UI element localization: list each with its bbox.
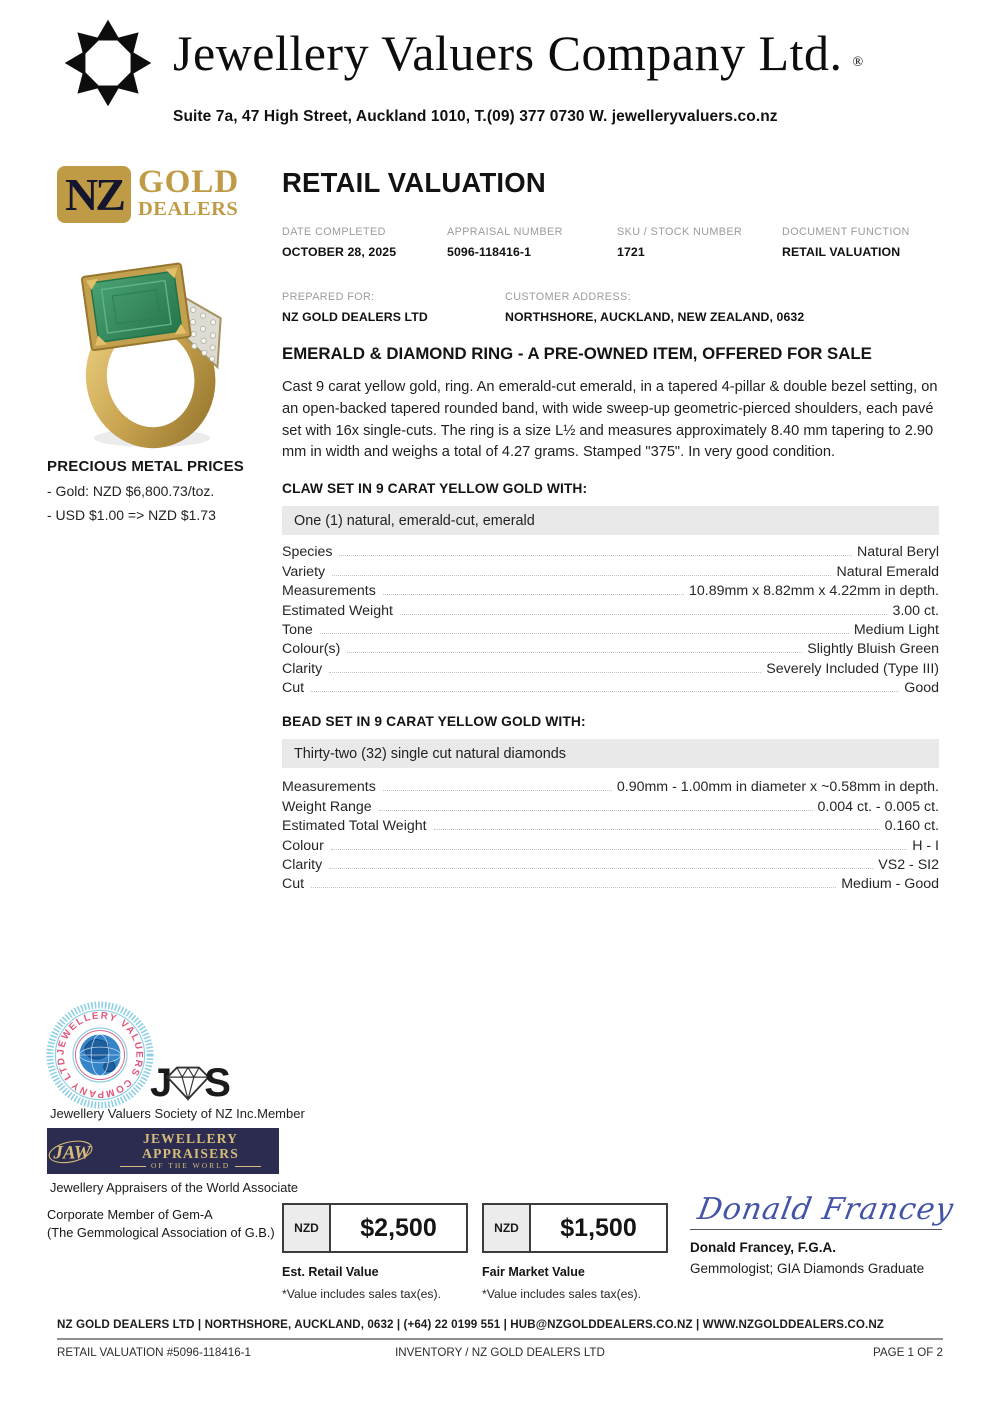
signature-script: Donald Francey (694, 1192, 957, 1227)
dotted-leader (347, 652, 802, 653)
spec-row-clarity: Clarity VS2 - SI2 (282, 856, 939, 873)
section-heading-emerald: CLAW SET IN 9 CARAT YELLOW GOLD WITH: (282, 481, 588, 496)
dotted-leader (331, 849, 907, 850)
registered-mark: ® (852, 55, 864, 70)
jvs-letter-s: S (204, 1061, 231, 1105)
meta-sku-stock-number: SKU / STOCK NUMBER 1721 (617, 226, 743, 259)
footer-contact-line: NZ GOLD DEALERS LTD | NORTHSHORE, AUCKLAND, 0632 | (+64) 22 0199 551 | HUB@NZGOLDDEALERS.CO.NZ | WWW.NZGOLDDEALERS.CO.NZ (57, 1318, 884, 1331)
ring-illustration-icon (40, 250, 260, 460)
company-address: Suite 7a, 47 High Street, Auckland 1010, T.(09) 377 0730 W. jewelleryvaluers.co.nz (173, 108, 778, 125)
signatory-name: Donald Francey, F.G.A. (690, 1240, 837, 1255)
spec-row-estimated-weight: Estimated Weight 3.00 ct. (282, 602, 939, 619)
fair-market-value-box (482, 1203, 668, 1253)
nz-logo-prefix: NZ (65, 168, 123, 220)
company-seal-icon (46, 1001, 154, 1109)
gema-line-1: Corporate Member of Gem-A (47, 1207, 213, 1222)
spec-row-weight-range: Weight Range 0.004 ct. - 0.005 ct. (282, 798, 939, 815)
fair-market-value-amount: $1,500 (560, 1213, 637, 1242)
nz-logo-badge (57, 166, 131, 223)
signature-line (690, 1229, 942, 1230)
currency-cell: NZD (284, 1205, 331, 1251)
dotted-leader (383, 790, 612, 791)
footer-inventory-ref: INVENTORY / NZ GOLD DEALERS LTD (395, 1346, 605, 1359)
spec-row-clarity: Clarity Severely Included (Type III) (282, 660, 939, 677)
signature-block (690, 1192, 957, 1276)
dotted-leader (329, 672, 761, 673)
section-summary-emerald: One (1) natural, emerald-cut, emerald (282, 506, 939, 535)
nz-logo-word-dealers: DEALERS (138, 198, 239, 220)
spec-table-diamonds (282, 776, 939, 892)
spec-row-cut: Cut Good (282, 680, 939, 697)
item-title: EMERALD & DIAMOND RING - A PRE-OWNED ITEM, OFFERED FOR SALE (282, 344, 872, 363)
company-name-line (173, 16, 864, 104)
spec-row-measurements: Measurements 10.89mm x 8.82mm x 4.22mm in depth. (282, 583, 939, 600)
dotted-leader (329, 868, 873, 869)
metal-prices-title: PRECIOUS METAL PRICES (47, 458, 245, 475)
dotted-leader (383, 594, 684, 595)
meta-document-function: DOCUMENT FUNCTION RETAIL VALUATION (782, 226, 910, 259)
dotted-leader (339, 555, 852, 556)
dotted-leader (320, 633, 849, 634)
section-heading-diamonds: BEAD SET IN 9 CARAT YELLOW GOLD WITH: (282, 714, 586, 729)
dotted-leader (400, 614, 888, 615)
document-title: RETAIL VALUATION (282, 167, 546, 198)
retail-value-box (282, 1203, 468, 1253)
gema-membership (47, 1206, 275, 1241)
retail-value-amount: $2,500 (360, 1213, 437, 1242)
fair-market-value-note: *Value includes sales tax(es). (482, 1287, 641, 1301)
signatory-title: Gemmologist; GIA Diamonds Graduate (690, 1261, 925, 1276)
retail-value-label: Est. Retail Value (282, 1265, 379, 1279)
letterhead-text (173, 16, 864, 126)
meta-grid (282, 226, 940, 259)
dotted-leader (311, 887, 836, 888)
dotted-leader (379, 810, 813, 811)
company-seal (46, 1001, 154, 1114)
spec-row-species: Species Natural Beryl (282, 544, 939, 561)
fair-market-value-label: Fair Market Value (482, 1265, 585, 1279)
dotted-leader (311, 691, 899, 692)
spec-row-colours: Colour(s) Slightly Bluish Green (282, 641, 939, 658)
meta-row-2 (282, 291, 940, 324)
jaw-banner (47, 1128, 279, 1174)
jvs-letter-j: J (150, 1061, 173, 1105)
jaw-title: JEWELLERY APPRAISERS (142, 1131, 239, 1161)
letterhead (57, 16, 864, 126)
fair-market-value-block (482, 1203, 668, 1301)
footer-row (57, 1346, 943, 1359)
meta-appraisal-number: APPRAISAL NUMBER 5096-118416-1 (447, 226, 563, 259)
spec-row-cut: Cut Medium - Good (282, 876, 939, 893)
currency-cell: NZD (484, 1205, 531, 1251)
footer-divider (57, 1338, 943, 1340)
usd-rate-line: - USD $1.00 => NZD $1.73 (47, 507, 216, 523)
jvs-caption: Jewellery Valuers Society of NZ Inc.Member (50, 1106, 305, 1121)
gold-price-line: - Gold: NZD $6,800.73/toz. (47, 483, 215, 499)
spec-row-tone: Tone Medium Light (282, 621, 939, 638)
jaw-subtitle: OF THE WORLD (102, 1161, 279, 1171)
footer-document-ref: RETAIL VALUATION #5096-118416-1 (57, 1346, 251, 1359)
spec-row-colour: Colour H - I (282, 837, 939, 854)
ring-photo (40, 250, 260, 460)
jaw-script-text: JAW (53, 1142, 91, 1164)
meta-customer-address: CUSTOMER ADDRESS: NORTHSHORE, AUCKLAND, NEW ZEALAND, 0632 (505, 291, 805, 324)
retail-value-note: *Value includes sales tax(es). (282, 1287, 441, 1301)
dotted-leader (332, 575, 831, 576)
footer-page-number: PAGE 1 OF 2 (872, 1346, 943, 1359)
jaw-script-icon (47, 1132, 94, 1170)
nz-logo-words (138, 166, 239, 220)
gema-line-2: (The Gemmological Association of G.B.) (47, 1224, 275, 1240)
company-name: Jewellery Valuers Company Ltd. (173, 25, 843, 81)
spec-row-estimated-total-weight: Estimated Total Weight 0.160 ct. (282, 818, 939, 835)
spec-row-variety: Variety Natural Emerald (282, 563, 939, 580)
spec-row-measurements: Measurements 0.90mm - 1.00mm in diameter x ~0.58mm in depth. (282, 779, 939, 796)
company-star-logo-icon (57, 16, 159, 110)
jaw-words (102, 1131, 279, 1171)
precious-metal-prices (47, 458, 282, 523)
dotted-leader (434, 829, 880, 830)
meta-date-completed: DATE COMPLETED OCTOBER 28, 2025 (282, 226, 397, 259)
section-summary-diamonds: Thirty-two (32) single cut natural diamonds (282, 739, 939, 768)
seal-circular-text: JEWELLERY VALUERS COMPANY LTD (55, 1010, 145, 1100)
spec-table-emerald (282, 541, 939, 696)
retail-value-block (282, 1203, 468, 1301)
jvs-logo (150, 1061, 231, 1105)
meta-prepared-for: PREPARED FOR: NZ GOLD DEALERS LTD (282, 291, 428, 324)
item-description: Cast 9 carat yellow gold, ring. An emerald-cut emerald, in a tapered 4-pillar & double bezel setting, on an open-backed tapered rounded band, with wide sweep-up geometric-pierced shoulders, each pavé set with 16x single-cuts. The ring is a size L½ and measures approximately 8.40 mm tapering to 2.90 mm in width and weighs a total of 4.27 grams. Stamped "375". In very good condition. (282, 379, 938, 461)
jaw-caption: Jewellery Appraisers of the World Associate (50, 1180, 298, 1195)
nz-gold-dealers-logo (57, 166, 239, 223)
nz-logo-word-gold: GOLD (138, 164, 240, 200)
